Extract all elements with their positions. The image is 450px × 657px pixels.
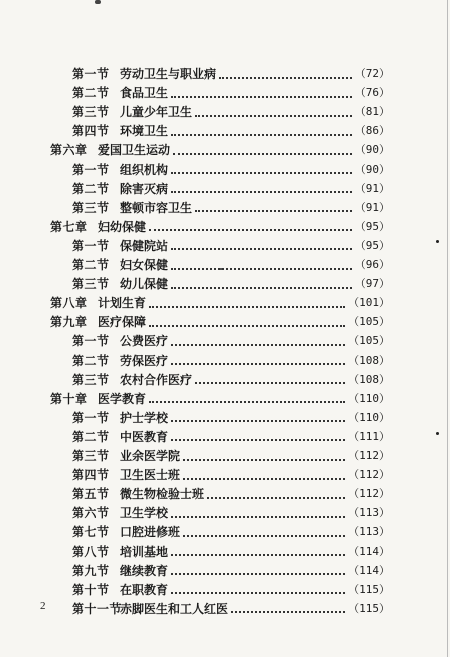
entry-title: 爱国卫生运动 [98, 143, 171, 158]
page-ref: （108） [348, 372, 390, 386]
dot-leader [171, 95, 352, 98]
section-number: 第一节 [72, 67, 110, 81]
page-ref: （96） [354, 258, 390, 271]
entry-title: 卫生学校 [120, 506, 169, 521]
toc-section-entry [72, 522, 390, 542]
page-ref: （112） [348, 468, 390, 482]
dot-leader [195, 381, 345, 384]
dot-leader [171, 515, 345, 518]
entry-title: 环境卫生 [120, 124, 169, 139]
entry-title: 医疗保障 [98, 315, 147, 330]
dot-leader [149, 324, 345, 327]
entry-title: 培训基地 [120, 544, 169, 559]
toc-section-entry [72, 599, 390, 619]
entry-title: 护士学校 [120, 410, 169, 425]
toc-section-entry [72, 370, 390, 390]
scan-speck [436, 432, 439, 435]
page-ref: （81） [354, 105, 390, 119]
dot-leader [171, 190, 352, 193]
scan-speck [220, 268, 222, 270]
toc-section-entry [72, 503, 390, 523]
dot-leader [171, 553, 345, 556]
page-ref: （112） [348, 449, 390, 462]
entry-title: 劳保医疗 [120, 353, 169, 368]
toc-chapter-entry [50, 140, 390, 160]
toc-section-entry [72, 446, 390, 466]
chapter-number: 第九章 [50, 315, 88, 330]
entry-title: 口腔进修班 [120, 525, 181, 540]
page-ref: （95） [354, 238, 390, 252]
toc-section-entry [72, 121, 390, 141]
toc-section-entry [72, 255, 390, 275]
dot-leader [171, 572, 345, 575]
toc-section-entry [72, 102, 390, 122]
entry-title: 食品卫生 [120, 86, 169, 101]
entry-title: 整顿市容卫生 [120, 200, 193, 215]
toc-section-entry [72, 64, 390, 84]
section-number: 第三节 [72, 105, 110, 120]
dot-leader [171, 286, 352, 289]
page-ref: （97） [354, 277, 390, 291]
section-number: 第五节 [72, 487, 110, 502]
toc-section-entry [72, 160, 390, 180]
toc-chapter-entry [50, 217, 390, 237]
page-ref: （90） [354, 162, 390, 176]
page-ref: （114） [348, 544, 390, 558]
page-number: 2 [40, 600, 46, 612]
entry-title: 农村合作医疗 [120, 372, 193, 387]
page-ref: （76） [354, 86, 390, 100]
section-number: 第一节 [72, 162, 110, 177]
entry-title: 中医教育 [120, 429, 169, 444]
section-number: 第十一节 [72, 601, 123, 616]
toc-section-entry [72, 236, 390, 256]
section-number: 第四节 [72, 124, 110, 139]
toc-section-entry [72, 542, 390, 562]
dot-leader [171, 267, 352, 270]
toc-section-entry [72, 83, 390, 103]
scan-speck [436, 240, 439, 243]
page-ref: （90） [354, 143, 390, 157]
entry-title: 幼儿保健 [120, 277, 169, 292]
section-number: 第十节 [72, 582, 110, 597]
chapter-number: 第六章 [50, 143, 88, 158]
dot-leader [171, 133, 352, 136]
page-ref: （115） [348, 601, 390, 615]
dot-leader [149, 400, 345, 403]
page-ref: （110） [348, 410, 390, 424]
toc-section-entry [72, 427, 390, 447]
dot-leader [171, 438, 345, 441]
section-number: 第一节 [72, 238, 110, 253]
page-ref: （110） [348, 391, 390, 405]
entry-title: 组织机构 [120, 162, 169, 177]
dot-leader [171, 171, 352, 174]
entry-title: 医学教育 [98, 391, 147, 406]
section-number: 第三节 [72, 449, 110, 463]
chapter-number: 第七章 [50, 219, 88, 234]
section-number: 第三节 [72, 372, 110, 387]
entry-title: 保健院站 [120, 238, 169, 253]
toc-section-entry [72, 351, 390, 371]
dot-leader [171, 247, 352, 250]
entry-title: 继续教育 [120, 563, 169, 578]
section-number: 第六节 [72, 506, 110, 521]
dot-leader [231, 610, 345, 613]
dot-leader [183, 477, 345, 480]
toc-section-entry [72, 408, 390, 428]
dot-leader [219, 76, 352, 79]
section-number: 第三节 [72, 200, 110, 215]
toc-section-entry [72, 465, 390, 485]
section-number: 第一节 [72, 410, 110, 425]
dot-leader [195, 209, 352, 212]
section-number: 第八节 [72, 544, 110, 559]
page-edge [447, 0, 448, 657]
page-ref: （112） [348, 487, 390, 501]
section-number: 第二节 [72, 86, 110, 101]
section-number: 第二节 [72, 258, 110, 272]
entry-title: 计划生育 [98, 296, 147, 311]
section-number: 第二节 [72, 181, 110, 196]
toc-section-entry [72, 484, 390, 504]
entry-title: 卫生医士班 [120, 468, 181, 483]
page-ref: （91） [354, 181, 390, 195]
page-ref: （105） [348, 334, 390, 348]
entry-title: 业余医学院 [120, 449, 181, 463]
dot-leader [149, 305, 345, 308]
section-number: 第九节 [72, 563, 110, 578]
page-ref: （95） [354, 219, 390, 233]
dot-leader [171, 591, 345, 594]
section-number: 第一节 [72, 334, 110, 349]
toc-section-entry [72, 580, 390, 600]
toc-chapter-entry [50, 312, 390, 332]
toc-section-entry [72, 179, 390, 199]
entry-title: 除害灭病 [120, 181, 169, 196]
dot-leader [183, 534, 345, 537]
dot-leader [171, 362, 345, 365]
dot-leader [183, 458, 345, 461]
page-ref: （105） [348, 315, 390, 329]
toc-section-entry [72, 561, 390, 581]
dot-leader [171, 419, 345, 422]
entry-title: 公费医疗 [120, 334, 169, 349]
page-ref: （108） [348, 353, 390, 367]
toc-section-entry [72, 198, 390, 218]
page-ref: （111） [348, 429, 390, 443]
section-number: 第三节 [72, 277, 110, 292]
section-number: 第二节 [72, 429, 110, 444]
entry-title: 劳动卫生与职业病 [120, 67, 217, 81]
toc-section-entry [72, 331, 390, 351]
page-ref: （113） [348, 525, 390, 539]
page-ref: （91） [354, 200, 390, 214]
section-number: 第四节 [72, 468, 110, 483]
dot-leader [195, 114, 352, 117]
dot-leader [173, 152, 352, 155]
entry-title: 在职教育 [120, 582, 169, 597]
page-ref: （115） [348, 582, 390, 596]
entry-title: 微生物检验士班 [120, 487, 205, 502]
chapter-number: 第八章 [50, 296, 88, 311]
page-ref: （86） [354, 124, 390, 138]
page-ref: （72） [354, 67, 390, 80]
entry-title: 妇女保健 [120, 258, 169, 272]
chapter-number: 第十章 [50, 391, 88, 406]
toc-chapter-entry [50, 389, 390, 409]
page-ref: （113） [348, 506, 390, 520]
dot-leader [149, 228, 352, 231]
toc-section-entry [72, 274, 390, 294]
section-number: 第七节 [72, 525, 110, 540]
entry-title: 妇幼保健 [98, 219, 147, 234]
entry-title: 赤脚医生和工人红医 [120, 601, 229, 616]
scan-mark [95, 0, 101, 4]
page-ref: （114） [348, 563, 390, 577]
toc-chapter-entry [50, 293, 390, 313]
dot-leader [207, 496, 345, 499]
entry-title: 儿童少年卫生 [120, 105, 193, 120]
page-ref: （101） [348, 296, 390, 310]
section-number: 第二节 [72, 353, 110, 368]
dot-leader [171, 343, 345, 346]
